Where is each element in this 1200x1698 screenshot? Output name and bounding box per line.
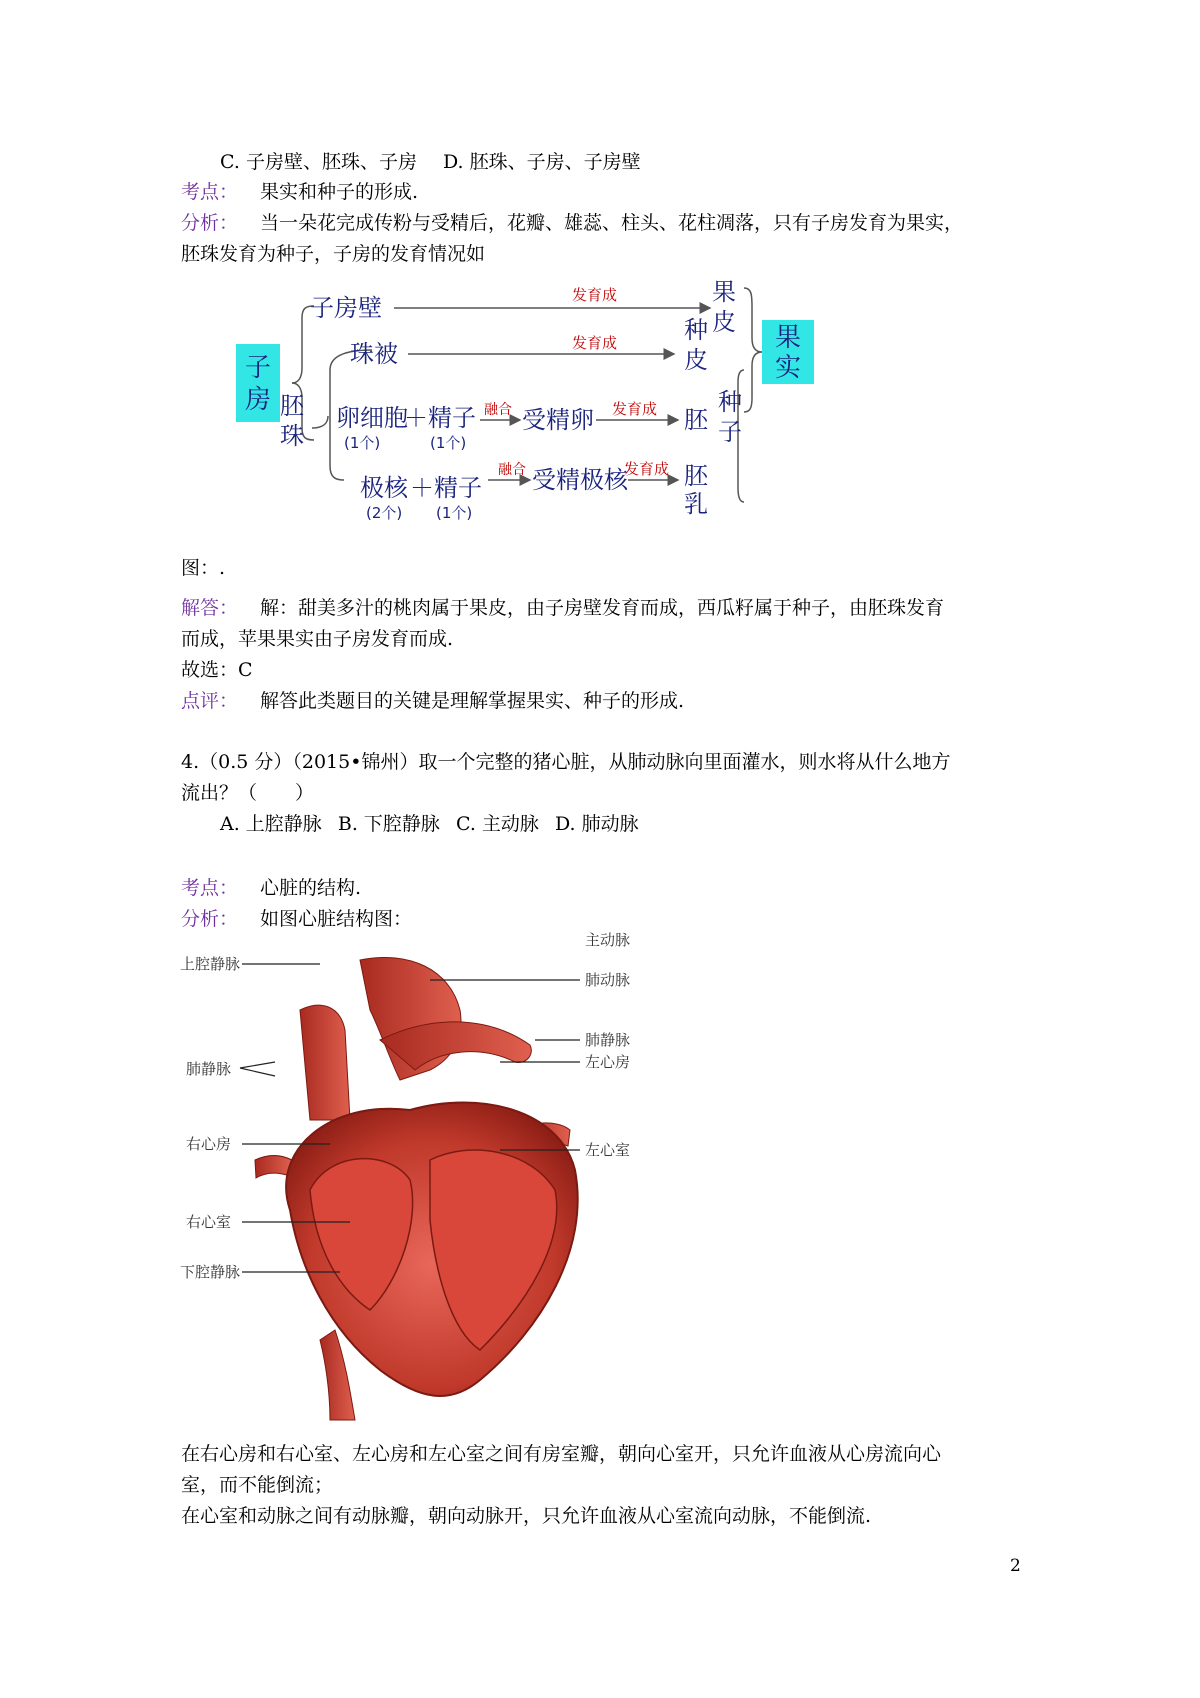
label-pulmonary-vein-right: 肺静脉 [585,1031,631,1049]
zygote-label: 受精卵 [522,406,594,434]
ovary-wall-label: 子房壁 [310,294,382,322]
integument-label: 珠被 [350,340,398,368]
fenxi-text1: 当一朵花完成传粉与受精后，花瓣、雄蕊、柱头、花柱凋落，只有子房发育为果实， [260,212,964,234]
endosperm-char2: 乳 [684,490,708,518]
option-d: D. 胚珠、子房、子房壁 [443,151,641,173]
q4-kaodian-line [181,876,361,900]
jieda-label: 解答： [181,597,239,619]
q4-option-b: B. 下腔静脉 [337,813,440,835]
jieda-text1: 解：甜美多汁的桃肉属于果皮，由子房壁发育而成，西瓜籽属于种子，由胚珠发育 [260,597,945,619]
fig-after-line: 图：. [181,557,226,579]
label-left-atrium: 左心房 [585,1053,631,1071]
fruit-char2: 实 [774,353,802,383]
option-c-d-line [220,150,641,174]
label-pulmonary-artery: 肺动脉 [585,971,631,989]
label-right-ventricle: 右心室 [186,1213,232,1231]
q4-fenxi-label: 分析： [181,908,239,930]
dianping-line [181,689,684,713]
polar-nuclei-label: 极核 [360,474,408,502]
q4-option-d: D. 肺动脉 [554,813,639,835]
seed-char2: 子 [718,418,742,446]
label-right-atrium: 右心房 [186,1135,232,1153]
jieda-line1 [181,596,944,620]
heart-label-layer [180,920,700,1340]
fruit-brace [744,288,762,412]
label-pulmonary-vein-left: 肺静脉 [186,1060,232,1078]
plus-2: ＋ [410,474,434,502]
label-aorta: 主动脉 [585,931,631,949]
pericarp-char2: 皮 [712,308,736,336]
label-superior-vena-cava: 上腔静脉 [180,955,241,973]
ovule-char1: 胚 [280,392,304,420]
valve-line2: 室，而不能倒流； [181,1474,334,1496]
q4-kaodian-label: 考点： [181,877,239,899]
ovary-char1: 子 [244,353,272,383]
kaodian-text: 果实和种子的形成. [260,181,419,203]
q4-options [220,812,639,836]
sperm-label-2: 精子 [434,474,482,502]
label-left-ventricle: 左心室 [585,1141,631,1159]
ovary-char2: 房 [244,385,272,415]
sperm-count-2: (1个) [436,504,473,522]
seedcoat-char2: 皮 [684,346,708,374]
inferior-vena-cava-shape [320,1330,355,1420]
develops-label-3: 发育成 [612,400,658,418]
valve-line3: 在心室和动脉之间有动脉瓣，朝向动脉开，只允许血液从心室流向动脉，不能倒流. [181,1505,872,1527]
fuse-label-1: 融合 [484,402,512,418]
pericarp-char1: 果 [712,278,736,306]
dianping-label: 点评： [181,690,239,712]
seed-char1: 种 [718,388,742,416]
ovule-char2: 珠 [280,422,304,450]
page-number: 2 [1010,1556,1021,1576]
kaodian-line [181,180,418,204]
kaodian-label: 考点： [181,181,239,203]
egg-count: (1个) [344,434,381,452]
sperm-count-1: (1个) [430,434,467,452]
fenxi-line1 [181,211,963,235]
develops-label-2: 发育成 [572,334,618,352]
fruit-char1: 果 [774,323,802,353]
develops-label-1: 发育成 [572,286,618,304]
plus-1: ＋ [404,404,428,432]
sperm-label-1: 精子 [428,404,476,432]
dianping-text: 解答此类题目的关键是理解掌握果实、种子的形成. [260,690,685,712]
ovule-brace-b [312,416,328,428]
fenxi-label: 分析： [181,212,239,234]
embryo-label: 胚 [684,406,708,434]
q4-option-a: A. 上腔静脉 [220,813,322,835]
q4-stem-line2: 流出？（ ） [181,782,315,804]
fertilized-polar-label: 受精极核 [532,466,628,494]
q4-kaodian-text: 心脏的结构. [260,877,362,899]
seedcoat-char1: 种 [684,316,708,344]
polar-count: (2个) [366,504,403,522]
q4-option-c: C. 主动脉 [455,813,539,835]
q4-fenxi-text: 如图心脏结构图： [260,908,413,930]
egg-label: 卵细胞 [336,404,408,432]
develops-label-4: 发育成 [624,460,670,478]
ovary-development-diagram [232,278,902,568]
answer-line: 故选：C [181,659,253,681]
option-c: C. 子房壁、胚珠、子房 [220,151,417,173]
fuse-label-2: 融合 [498,462,526,478]
q4-stem-line1: 4.（0.5 分）（2015•锦州）取一个完整的猪心脏，从肺动脉向里面灌水，则水将从什么地方 [181,751,951,773]
valve-line1: 在右心房和右心室、左心房和左心室之间有房室瓣，朝向心室开，只允许血液从心房流向心 [181,1443,942,1465]
fenxi-line2: 胚珠发育为种子，子房的发育情况如 [181,243,486,265]
jieda-line2: 而成，苹果果实由子房发育而成. [181,628,454,650]
label-inferior-vena-cava: 下腔静脉 [180,1263,241,1281]
endosperm-char1: 胚 [684,462,708,490]
